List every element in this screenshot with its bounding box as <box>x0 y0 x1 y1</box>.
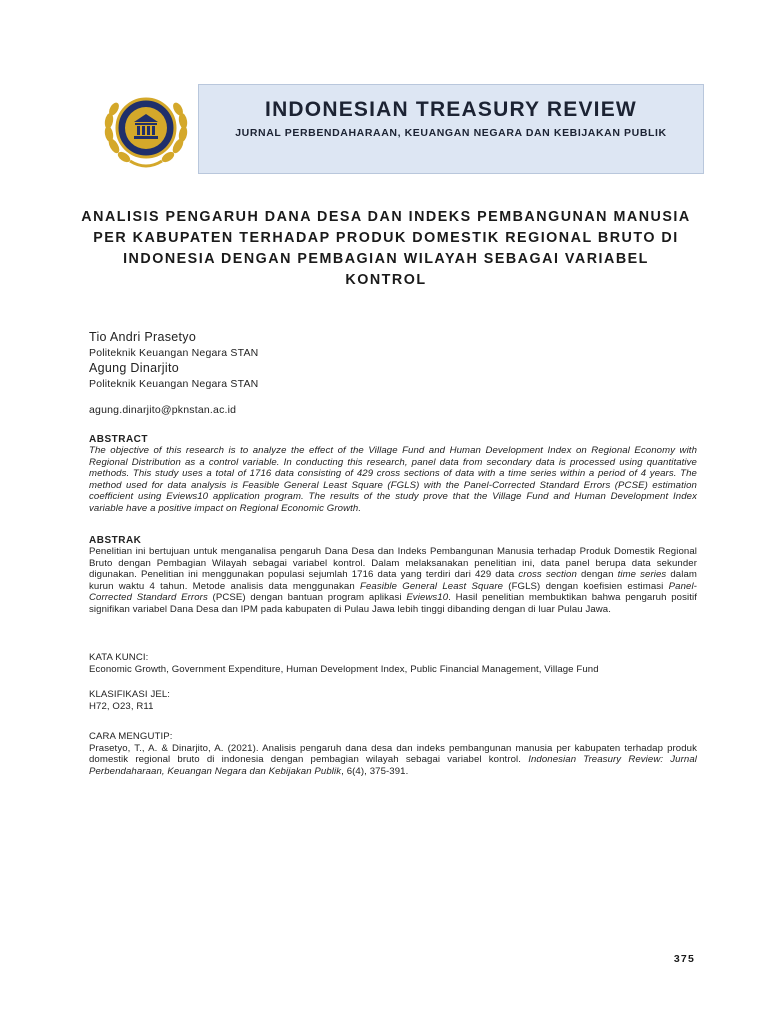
abstract-text: The objective of this research is to analyze the effect of the Village Fund and Human Development Index on Regional Economy with Regional Distribution as a control variable. In conducting this research, panel data from secondary data is processed using quantitative methods. This study uses a total of 1716 data consisting of 429 cross sections of data with a time series within a period of 4 years. The method used for data analysis is Feasible General Least Square (FGLS) with the Panel-Corrected Standard Errors (PCSE) estimation coefficient using Eviews10 application program. The results of the study prove that the Village Fund and Human Development Index variable have a positive impact on Regional Economic Growth. <box>89 445 697 514</box>
author-affiliation: Politeknik Keuangan Negara STAN <box>89 378 259 390</box>
author-affiliation: Politeknik Keuangan Negara STAN <box>89 347 259 359</box>
journal-banner <box>198 84 704 174</box>
jel-section <box>89 689 697 712</box>
abstract-label: ABSTRACT <box>89 434 148 445</box>
journal-title: INDONESIAN TREASURY REVIEW <box>265 98 637 121</box>
abstract-section <box>89 434 697 514</box>
jel-label: KLASIFIKASI JEL: <box>89 689 171 700</box>
keywords-text: Economic Growth, Government Expenditure, Human Development Index, Public Financial Management, Village Fund <box>89 663 599 675</box>
citation-section <box>89 731 697 777</box>
keywords-label: KATA KUNCI: <box>89 652 149 663</box>
author-block <box>89 330 697 416</box>
journal-header <box>100 84 704 176</box>
author-name: Tio Andri Prasetyo <box>89 330 197 344</box>
citation-label: CARA MENGUTIP: <box>89 731 173 742</box>
citation-text: Prasetyo, T., A. & Dinarjito, A. (2021). Analisis pengaruh dana desa dan indeks pembangunan manusia per kabupaten terhadap produk domestik regional bruto di indonesia dengan pembagian wilayah sebagai variabel kontrol. Indonesian Treasury Review: Jurnal Perbendaharaan, Keuangan Negara dan Kebijakan Publik, 6(4), 375-391. <box>89 742 698 777</box>
article-title: ANALISIS PENGARUH DANA DESA DAN INDEKS PEMBANGUNAN MANUSIA PER KABUPATEN TERHADAP PRODUK DOMESTIK REGIONAL BRUTO DI INDONESIA DENGAN PEMBAGIAN WILAYAH SEBAGAI VARIABEL KONTROL <box>81 209 691 288</box>
abstrak-section <box>89 535 697 615</box>
jel-text: H72, O23, R11 <box>89 700 154 712</box>
abstrak-label: ABSTRAK <box>89 535 142 546</box>
keywords-section <box>89 652 697 675</box>
journal-logo <box>100 86 192 172</box>
journal-subtitle: JURNAL PERBENDAHARAAN, KEUANGAN NEGARA DAN KEBIJAKAN PUBLIK <box>235 127 667 139</box>
author-email: agung.dinarjito@pknstan.ac.id <box>89 404 237 416</box>
abstrak-text: Penelitian ini bertujuan untuk menganalisa pengaruh Dana Desa dan Indeks Pembangunan Manusia terhadap Produk Domestik Regional Bruto dengan Pembagian Wilayah sebagai variabel kontrol. Dalam melaksanakan penelitian ini, data panel berupa data sekunder digunakan. Penelitian ini menggunakan populasi sejumlah 1716 data yang terdiri dari 429 data cross section dengan time series dalam kurun waktu 4 tahun. Metode analisis data menggunakan Feasible General Least Square (FGLS) dengan koefisien estimasi Panel-Corrected Standard Errors (PCSE) dengan bantuan program aplikasi Eviews10. Hasil penelitian membuktikan bahwa pengaruh positif signifikan variabel Dana Desa dan IPM pada kabupaten di Pulau Jawa lebih tinggi dibanding dengan di luar Pulau Jawa. <box>89 546 697 615</box>
page-number: 375 <box>673 953 695 965</box>
author-name: Agung Dinarjito <box>89 361 179 375</box>
